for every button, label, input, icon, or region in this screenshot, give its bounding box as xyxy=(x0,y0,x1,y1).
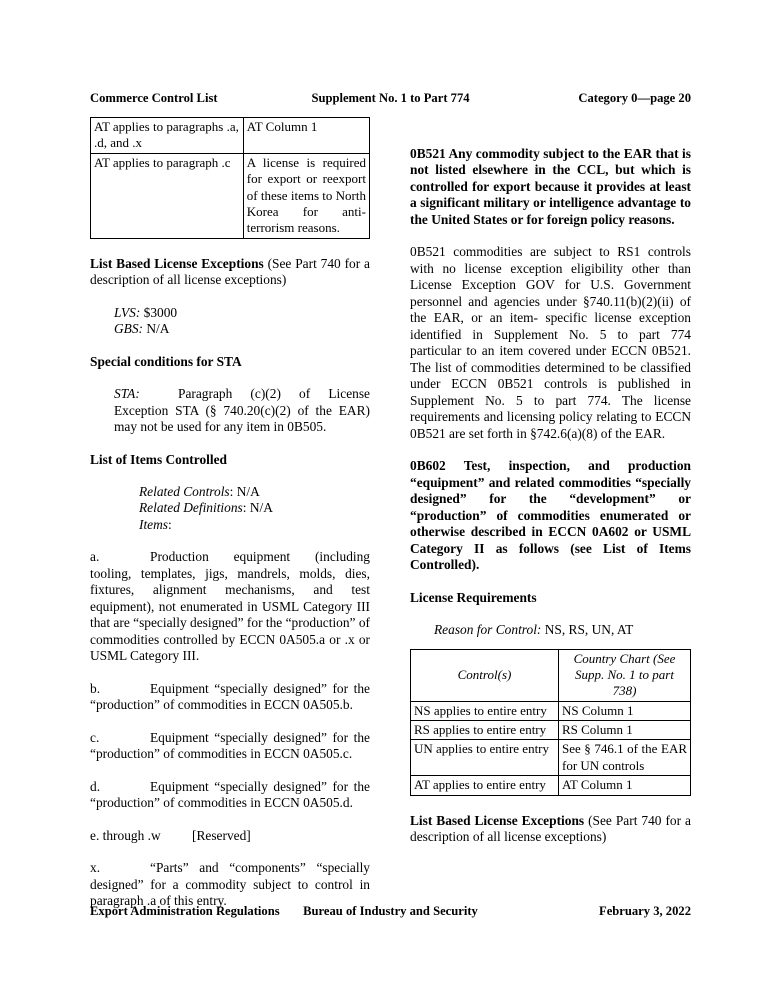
header-title-left: Commerce Control List xyxy=(90,91,218,105)
table-cell-chart: See § 746.1 of the EAR for UN controls xyxy=(558,740,690,776)
page-header xyxy=(90,91,691,108)
paragraph-marker: d. xyxy=(90,778,101,794)
related-controls-line xyxy=(139,484,370,500)
page-footer xyxy=(90,904,691,921)
special-conditions-sta-heading: Special conditions for STA xyxy=(90,353,242,369)
paragraph-marker: e. through .w xyxy=(90,827,161,843)
table-cell-control: RS applies to entire entry xyxy=(411,721,559,740)
table-cell-chart: AT Column 1 xyxy=(558,776,690,795)
reason-for-control-label: Reason for Control: xyxy=(434,622,542,638)
table-row xyxy=(91,118,370,154)
table-cell-chart: A license is required for export or reexport of these items to North Korea for anti-terrorism reasons. xyxy=(243,153,369,238)
table-cell-chart: RS Column 1 xyxy=(558,721,690,740)
right-column xyxy=(410,146,691,846)
table-header-controls: Control(s) xyxy=(411,649,559,701)
gbs-line xyxy=(114,321,370,337)
reason-for-control-line xyxy=(434,622,691,638)
gbs-label: GBS: xyxy=(114,321,144,337)
paragraph-marker: c. xyxy=(90,729,100,745)
license-requirements-table xyxy=(410,649,691,796)
gbs-value: N/A xyxy=(143,321,170,337)
paragraph-text: Production equipment (including tooling, templates, jigs, mandrels, molds, dies, fixtures, alignment mechanisms, and test equipment), not enumerated in USML Category III that are “specially designed” for the “production” of commodities controlled by ECCN 0A505.a or .x or USML Category III. xyxy=(90,549,370,664)
list-based-license-exceptions xyxy=(90,256,370,289)
license-exception-values xyxy=(114,305,370,338)
lvs-label: LVS: xyxy=(114,304,141,320)
eccn-0b602-heading: 0B602 Test, inspection, and production “equipment” and related commodities “specially designed” for the “development” or “production” of commodities enumerated or otherwise described in ECCN 0A602 or USML Category II as follows (see List of Items Controlled). xyxy=(410,458,691,573)
related-controls-label: Related Controls xyxy=(139,483,230,499)
paragraph-a xyxy=(90,549,370,664)
paragraph-x xyxy=(90,860,370,909)
list-of-items-heading: List of Items Controlled xyxy=(90,451,227,467)
sta-paragraph xyxy=(114,386,370,435)
section-heading: List Based License Exceptions xyxy=(410,812,585,828)
sta-label: STA: xyxy=(114,386,140,402)
paragraph-c xyxy=(90,730,370,763)
sta-text: Paragraph (c)(2) of License Exception STA (§ 740.20(c)(2) of the EAR) may not be used for any item in 0B505. xyxy=(114,386,370,435)
table-row xyxy=(411,721,691,740)
table-row xyxy=(411,701,691,720)
footer-title-left: Export Administration Regulations xyxy=(90,904,280,918)
table-cell-control: AT applies to entire entry xyxy=(411,776,559,795)
reason-for-control-value: NS, RS, UN, AT xyxy=(541,622,634,638)
paragraph-d xyxy=(90,779,370,812)
paragraph-text: [Reserved] xyxy=(192,827,251,843)
section-heading: List Based License Exceptions xyxy=(90,255,264,271)
paragraph-e-through-w xyxy=(90,828,370,844)
list-based-license-exceptions xyxy=(410,813,691,846)
lvs-line xyxy=(114,305,370,321)
table-cell-control: UN applies to entire entry xyxy=(411,740,559,776)
items-line xyxy=(139,517,370,533)
footer-date: February 3, 2022 xyxy=(599,904,691,918)
paragraph-b xyxy=(90,681,370,714)
header-title-center: Supplement No. 1 to Part 774 xyxy=(311,91,470,105)
license-requirements-heading: License Requirements xyxy=(410,589,537,605)
related-definitions-line xyxy=(139,500,370,516)
paragraph-text: Equipment “specially designed” for the “production” of commodities in ECCN 0A505.b. xyxy=(90,680,370,713)
paragraph-text: Equipment “specially designed” for the “production” of commodities in ECCN 0A505.c. xyxy=(90,729,370,762)
lvs-value: $3000 xyxy=(140,304,178,320)
related-definitions-value: : N/A xyxy=(242,500,273,516)
left-column xyxy=(90,117,370,910)
at-controls-table xyxy=(90,117,370,239)
table-cell-chart: NS Column 1 xyxy=(558,701,690,720)
table-row xyxy=(411,776,691,795)
footer-title-center: Bureau of Industry and Security xyxy=(303,904,478,918)
table-cell-control: AT applies to paragraphs .a, .d, and .x xyxy=(91,118,244,154)
related-controls-value: : N/A xyxy=(229,483,260,499)
related-definitions-label: Related Definitions xyxy=(139,500,243,516)
section-heading-rest: (See Part 740 for a description of all license exceptions) xyxy=(410,812,691,845)
items-label: Items xyxy=(139,516,169,532)
paragraph-text: “Parts” and “components” “specially designed” for a commodity subject to control in paragraph .a of this entry. xyxy=(90,860,370,909)
table-header-row xyxy=(411,649,691,701)
table-cell-control: NS applies to entire entry xyxy=(411,701,559,720)
eccn-0b521-heading: 0B521 Any commodity subject to the EAR that is not listed elsewhere in the CCL, but which is controlled for export because it provides at least a significant military or intelligence advantage to the United States or for foreign policy reasons. xyxy=(410,146,691,227)
header-page-number: Category 0—page 20 xyxy=(578,91,691,105)
paragraph-marker: x. xyxy=(90,860,101,876)
items-value: : xyxy=(168,516,172,532)
paragraph-marker: a. xyxy=(90,549,100,565)
table-row xyxy=(91,153,370,238)
paragraph-marker: b. xyxy=(90,680,101,696)
table-cell-control: AT applies to paragraph .c xyxy=(91,153,244,238)
paragraph-text: Equipment “specially designed” for the “production” of commodities in ECCN 0A505.d. xyxy=(90,778,370,811)
section-heading-rest: (See Part 740 for a description of all license exceptions) xyxy=(90,255,370,288)
table-row xyxy=(411,740,691,776)
table-header-country-chart: Country Chart (See Supp. No. 1 to part 738) xyxy=(558,649,690,701)
related-block xyxy=(139,484,370,533)
table-cell-chart: AT Column 1 xyxy=(243,118,369,154)
eccn-0b521-body: 0B521 commodities are subject to RS1 controls with no license exception eligibility other than License Exception GOV for U.S. Government personnel and agencies under §740.11(b)(2)(ii) of the EAR, or an item- specific license exception identified in Supplement No. 5 to part 774 particular to an item covered under ECCN 0B521. The list of commodities determined to be classified under ECCN 0B521 controls is published in Supplement No. 5 to part 774. The license requirements and licensing policy relating to ECCN 0B521 are set forth in §742.6(a)(8) of the EAR. xyxy=(410,244,691,441)
